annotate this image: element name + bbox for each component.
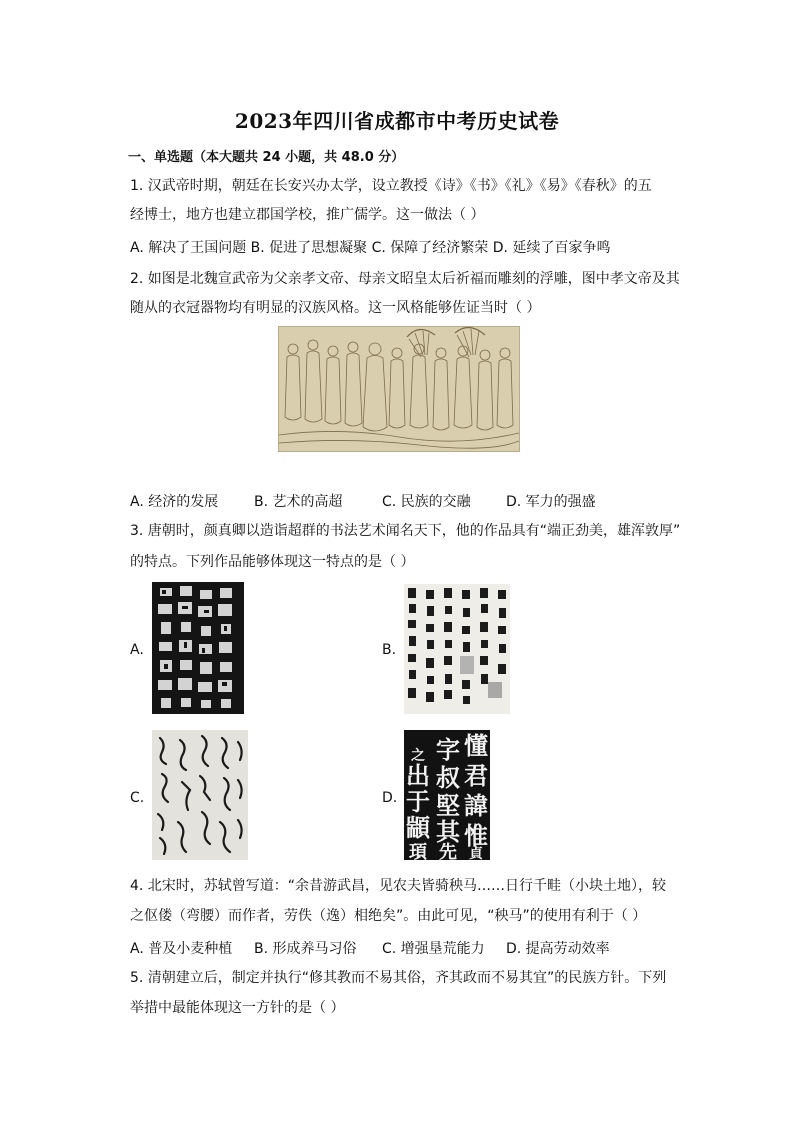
callig-d-char: 于 bbox=[406, 787, 430, 816]
q2-option-b[interactable]: B. 艺术的高超 bbox=[254, 494, 343, 510]
callig-d-char: 諱 bbox=[464, 791, 488, 820]
callig-d-char: 之 bbox=[411, 748, 425, 764]
callig-d-char: 先 bbox=[439, 842, 457, 860]
calligraphy-d-image bbox=[404, 730, 490, 860]
q4-options bbox=[130, 938, 650, 958]
q2-line2: 随从的衣冠器物均有明显的汉族风格。这一风格能够佐证当时（ ） bbox=[130, 300, 541, 316]
calligraphy-a-image bbox=[152, 582, 244, 714]
exam-title: 2023年四川省成都市中考历史试卷 bbox=[234, 109, 560, 133]
q5-line2: 举措中最能体现这一方针的是（ ） bbox=[130, 1000, 345, 1016]
calligraphy-c-image bbox=[152, 730, 248, 860]
callig-d-char: 懂 bbox=[464, 731, 488, 760]
q4-line2: 之伛偻（弯腰）而作者，劳佚（逸）相绝矣”。由此可见，“秧马”的使用有利于（ ） bbox=[130, 908, 647, 924]
q3-label-a[interactable]: A. bbox=[130, 642, 144, 658]
callig-d-char: 叔 bbox=[436, 763, 460, 792]
q4-option-b[interactable]: B. 形成养马习俗 bbox=[254, 941, 357, 957]
q4-option-c[interactable]: C. 增强垦荒能力 bbox=[382, 941, 485, 957]
q3-label-c[interactable]: C. bbox=[130, 790, 145, 806]
q4-line1: 4. 北宋时，苏轼曾写道：“余昔游武昌，见农夫皆骑秧马……日行千畦（小块土地），较 bbox=[130, 878, 667, 894]
q3-line2: 的特点。下列作品能够体现这一特点的是（ ） bbox=[130, 554, 415, 570]
q2-option-a[interactable]: A. 经济的发展 bbox=[130, 494, 219, 510]
q4-option-a[interactable]: A. 普及小麦种植 bbox=[130, 941, 233, 957]
callig-d-char: 字 bbox=[436, 735, 460, 764]
q1-line1: 1. 汉武帝时期，朝廷在长安兴办太学，设立教授《诗》《书》《礼》《易》《春秋》的五 bbox=[130, 178, 652, 194]
callig-d-char: 君 bbox=[464, 761, 488, 790]
q2-option-d[interactable]: D. 军力的强盛 bbox=[506, 494, 596, 510]
callig-d-char: 出 bbox=[406, 761, 430, 790]
section-heading: 一、单选题（本大题共 24 小题，共 48.0 分） bbox=[128, 150, 405, 165]
calligraphy-b-image bbox=[404, 584, 510, 714]
callig-d-char: 顓 bbox=[406, 813, 430, 842]
q2-line1: 2. 如图是北魏宣武帝为父亲孝文帝、母亲文昭皇太后祈福而雕刻的浮雕，图中孝文帝及其 bbox=[130, 271, 680, 287]
q5-line1: 5. 清朝建立后，制定并执行“修其教而不易其俗，齐其政而不易其宜”的民族方针。下列 bbox=[130, 970, 667, 986]
q4-option-d[interactable]: D. 提高劳动效率 bbox=[506, 941, 610, 957]
relief-carving-image bbox=[278, 326, 520, 452]
callig-d-char: 惟 bbox=[464, 821, 488, 850]
callig-d-char: 頊 bbox=[409, 842, 427, 860]
q3-label-b[interactable]: B. bbox=[382, 642, 397, 658]
q3-label-d[interactable]: D. bbox=[382, 790, 398, 806]
q2-option-c[interactable]: C. 民族的交融 bbox=[382, 494, 471, 510]
q1-line2: 经博士，地方也建立郡国学校，推广儒学。这一做法（ ） bbox=[130, 207, 485, 223]
callig-d-char: 堅 bbox=[436, 791, 460, 820]
q2-options bbox=[130, 491, 650, 511]
callig-d-char: 其 bbox=[436, 817, 460, 846]
q3-line1: 3. 唐朝时，颜真卿以造诣超群的书法艺术闻名天下，他的作品具有“端正劲美，雄浑敦厚” bbox=[130, 523, 681, 539]
callig-d-char: 貞 bbox=[469, 846, 483, 860]
q1-options: A. 解决了王国问题 B. 促进了思想凝聚 C. 保障了经济繁荣 D. 延续了百家争鸣 bbox=[130, 240, 611, 256]
